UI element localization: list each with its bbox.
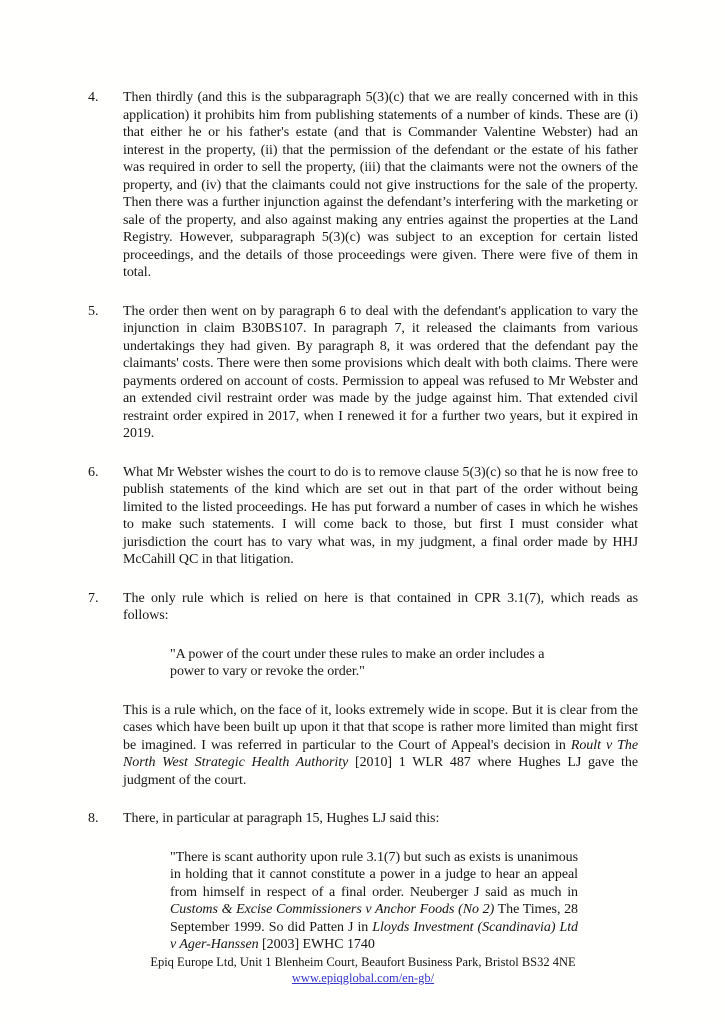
judgment-body [88, 89, 638, 975]
paragraph-7-continuation-run-post: [2010] 1 WLR 487 where Hughes LJ gave the judgment of the court. [123, 755, 638, 788]
paragraph-6-text: What Mr Webster wishes the court to do is to remove clause 5(3)(c) so that he is now free to publish statements of the kind which are set out in that part of the order without being limited to the listed proceedings. He has put forward a number of cases in which he wishes to make such statements. I will come back to those, but first I must consider what jurisdiction the court has to vary what was, in my judgment, a final order made by HHJ McCahill QC in that litigation. [123, 464, 638, 567]
paragraph-7-continuation-text [123, 702, 638, 790]
paragraph-7 [88, 590, 638, 625]
footer-address: Epiq Europe Ltd, Unit 1 Blenheim Court, Beaufort Business Park, Bristol BS32 4NE [150, 955, 576, 969]
paragraph-6 [88, 464, 638, 569]
paragraph-8-text: There, in particular at paragraph 15, Hughes LJ said this: [123, 811, 440, 826]
paragraph-7-continuation [88, 702, 638, 790]
quote-hughes-run-pre: "There is scant authority upon rule 3.1(7) but such as exists is unanimous in holding that it cannot constitute a power in a judge to hear an appeal from himself in respect of a final order. Neuberger J said as much in [170, 849, 578, 900]
quote-cpr-rule [170, 646, 578, 681]
quote-hughes-run-post: [2003] EWHC 1740 [258, 937, 375, 952]
quote-hughes-lj-text [170, 849, 578, 954]
case-citation-anchor-foods: Customs & Excise Commissioners v Anchor Foods (No 2) [170, 902, 495, 917]
paragraph-7-text: The only rule which is relied on here is that contained in CPR 3.1(7), which reads as follows: [123, 590, 638, 623]
paragraph-4 [88, 89, 638, 282]
paragraph-6-number: 6. [88, 464, 99, 480]
paragraph-7-continuation-run-pre: This is a rule which, on the face of it, looks extremely wide in scope. But it is clear from the cases which have been built up upon it that that scope is rather more limited than might first be imagined. I was referred in particular to the Court of Appeal's decision in [123, 702, 638, 753]
case-citation-ager-hanssen: Lloyds Investment (Scandinavia) Ltd v Ager-Hanssen [170, 919, 578, 952]
quote-cpr-rule-text: "A power of the court under these rules to make an order includes a power to vary or revoke the order." [170, 646, 545, 679]
paragraph-4-text: Then thirdly (and this is the subparagraph 5(3)(c) that we are really concerned with in this application) it prohibits him from publishing statements of a number of kinds. These are (i) that either he or his father's estate (and that is Commander Valentine Webster) had an interest in the property, (ii) that the permission of the defendant or the estate of his father was required in order to sell the property, (iii) that the claimants were not the owners of the property, and (iv) that the claimants could not give instructions for the sale of the property. Then there was a further injunction against the defendant’s interfering with the marketing or sale of the property, and also against making any entries against the properties at the Land Registry. However, subparagraph 5(3)(c) was subject to an exception for certain listed proceedings, and the details of those proceedings were given. There were five of them in total. [123, 90, 638, 280]
paragraph-5-text: The order then went on by paragraph 6 to deal with the defendant's application to vary the injunction in claim B30BS107. In paragraph 7, it released the claimants from various undertakings they had given. By paragraph 8, it was ordered that the defendant pay the claimants' costs. There were then some provisions which dealt with both claims. There were payments ordered on account of costs. Permission to appeal was refused to Mr Webster and an extended civil restraint order was made by the judge against him. That extended civil restraint order expired in 2017, when I renewed it for a further two years, but it expired in 2019. [123, 303, 638, 441]
paragraph-7-continuation-spacer [88, 702, 123, 790]
case-citation-roult: Roult v The North West Strategic Health Authority [123, 737, 639, 770]
paragraph-4-number: 4. [88, 90, 99, 105]
paragraph-8 [88, 810, 638, 828]
quote-hughes-run-mid: The Times, 28 September 1999. So did Patten J in [170, 902, 578, 935]
footer-link[interactable]: www.epiqglobal.com/en-gb/ [291, 971, 435, 985]
paragraph-7-number: 7. [88, 590, 99, 606]
paragraph-5 [88, 303, 638, 443]
paragraph-8-number: 8. [88, 811, 99, 826]
page-footer [88, 954, 638, 986]
paragraph-5-number: 5. [88, 303, 99, 319]
quote-hughes-lj [170, 849, 578, 954]
